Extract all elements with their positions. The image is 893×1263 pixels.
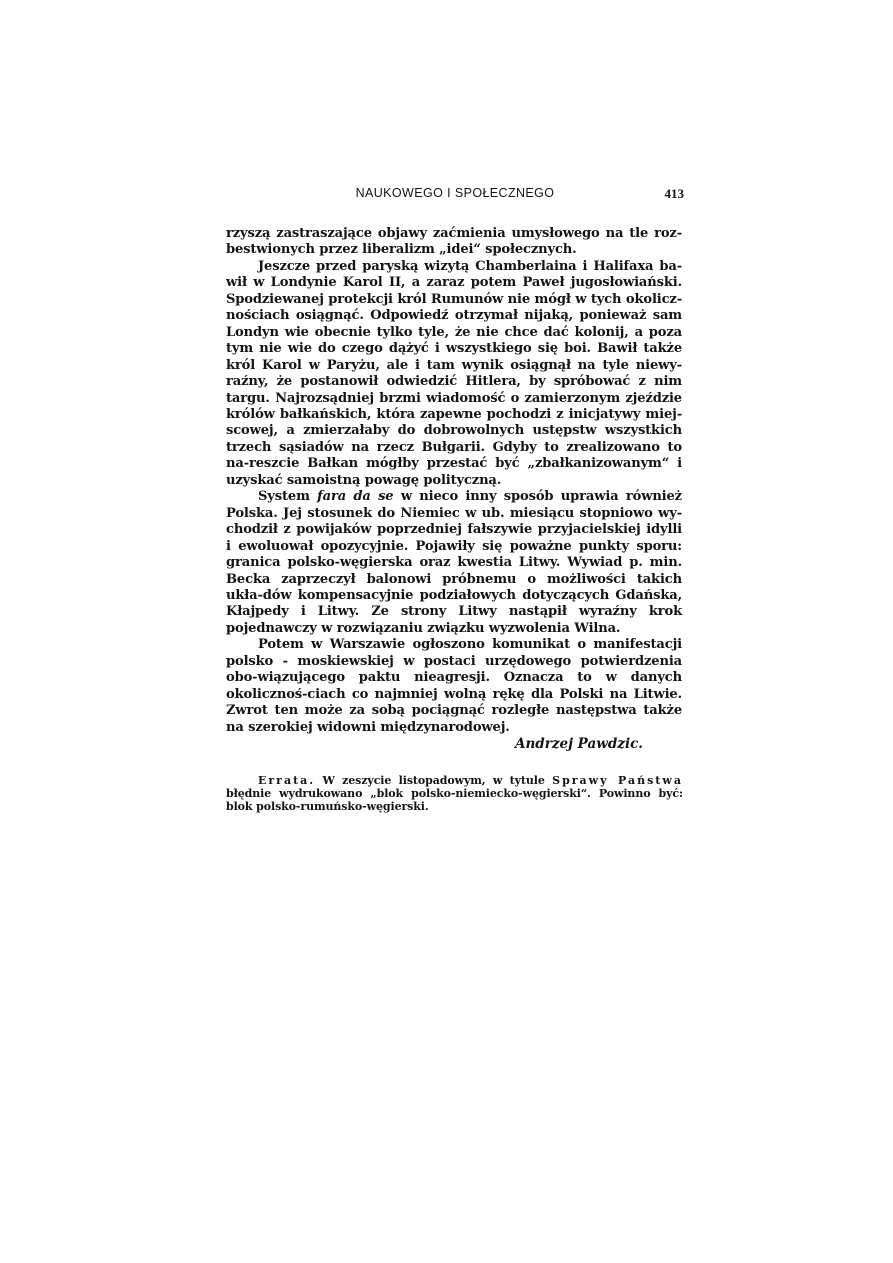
- paragraph-3-italic-phrase: fara da se: [317, 489, 394, 505]
- errata-label: Errata.: [258, 774, 316, 787]
- paragraph-4: Potem w Warszawie ogłoszono komunikat o manifestacji polsko - moskiewskiej w postaci urzędowego potwierdzenia obo-wiązującego paktu nieagresji. Oznacza to w danych okolicznoś-ciach co najmniej wolną rękę dla Polski na Litwie. Zwrot ten może za sobą pociągnąć rozległe następstwa także na szerokiej widowni międzynarodowej.: [226, 637, 682, 735]
- errata-text-2: błędnie wydrukowano „blok polsko-niemiecko-węgierski“. Powinno być: blok polsko-rumuńsko-węgierski.: [226, 787, 683, 813]
- article-body: [226, 226, 682, 736]
- paragraph-3: [226, 489, 682, 637]
- errata-note: [226, 774, 683, 813]
- paragraph-3-rest: w nieco inny sposób uprawia również Polska. Jej stosunek do Niemiec w ub. miesiącu stopniowo wy-chodził z powijaków poprzedniej fałszywie przyjacielskiej idylli i ewoluował opozycyjnie. Pojawiły się poważne punkty sporu: granica polsko-węgierska oraz kwestia Litwy. Wywiad p. min. Becka zaprzeczył balonowi próbnemu o możliwości takich ukła-dów kompensacyjnie podziałowych dotyczących Gdańska, Kłajpedy i Litwy. Ze strony Litwy nastąpił wyraźny krok pojednawczy w rozwiązaniu związku wyzwolenia Wilna.: [226, 489, 682, 636]
- paragraph-1: rzyszą zastraszające objawy zaćmienia umysłowego na tle roz-bestwionych przez liberalizm „idei“ społecznych.: [226, 226, 682, 258]
- header-title: NAUKOWEGO I SPOŁECZNEGO: [355, 186, 555, 200]
- running-header: [226, 186, 684, 204]
- errata-text-1: W zeszycie listopadowym, w tytule: [315, 774, 553, 787]
- paragraph-3-start: System: [258, 489, 318, 505]
- paragraph-2: Jeszcze przed paryską wizytą Chamberlaina i Halifaxa ba-wił w Londynie Karol II, a zaraz potem Paweł jugosłowiański. Spodziewanej protekcji król Rumunów nie mógł w tych okolicz-nościach osiągnąć. Odpowiedź otrzymał nijaką, ponieważ sam Londyn wie obecnie tylko tyle, że nie chce dać kolonij, a poza tym nie wie do czego dążyć i wszystkiego się boi. Bawił także król Karol w Paryżu, ale i tam wynik osiągnął na tyle niewy-raźny, że postanowił odwiedzić Hitlera, by spróbować z nim targu. Najrozsądniej brzmi wiadomość o zamierzonym zjeździe królów bałkańskich, która zapewne pochodzi z inicjatywy miej-scowej, a zmierzałaby do dobrowolnych ustępstw wszystkich trzech sąsiadów na rzecz Bułgarii. Gdyby to zrealizowano to na-reszcie Bałkan mógłby przestać być „zbałkanizowanym“ i uzyskać samoistną powagę polityczną.: [226, 258, 682, 488]
- author-signature: Andrzej Pawdzic.: [515, 736, 643, 752]
- page-number: 413: [664, 186, 684, 201]
- errata-title-spaced: Sprawy Państwa: [552, 774, 683, 787]
